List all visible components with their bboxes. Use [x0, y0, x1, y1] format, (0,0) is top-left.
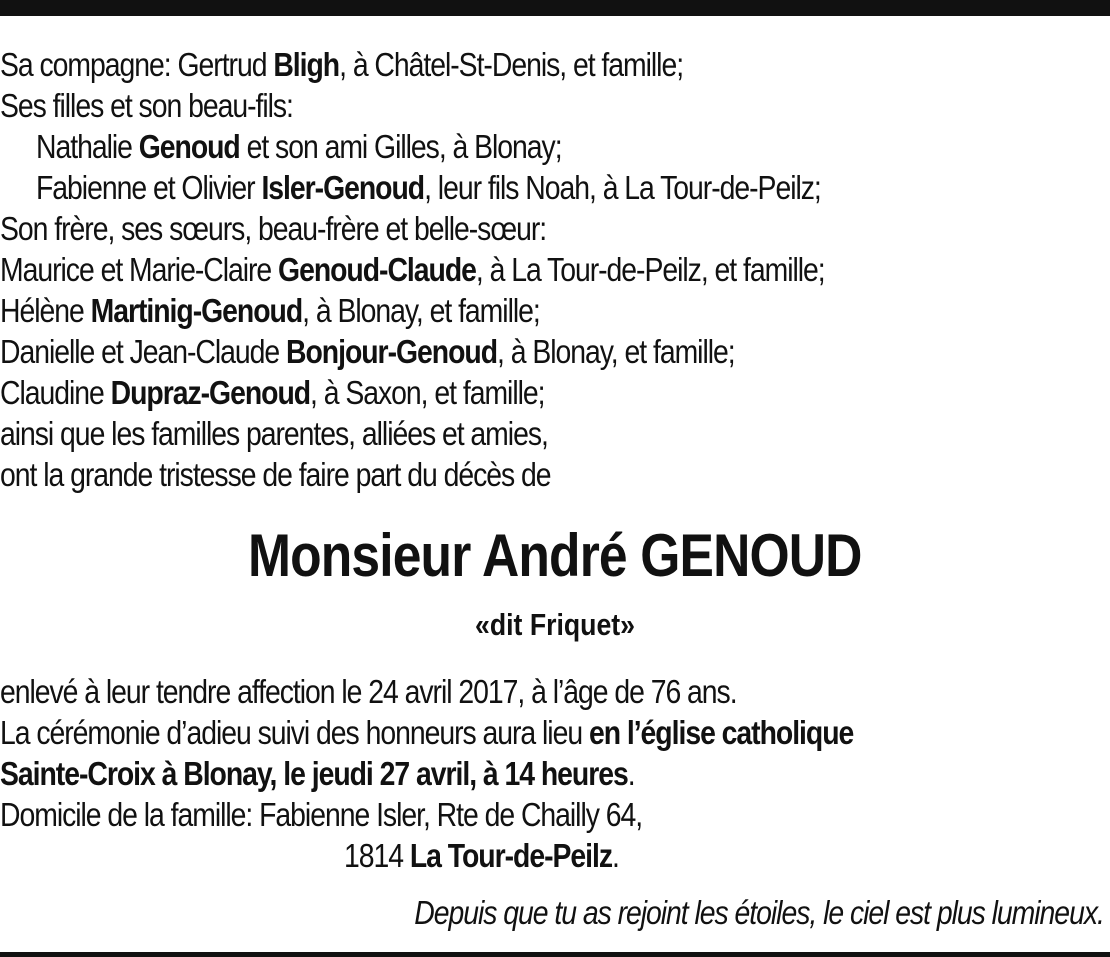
family-line-relatives: ainsi que les familles parentes, alliées et amies, [0, 415, 548, 452]
family-line-danielle: Danielle et Jean-Claude Bonjour-Genoud, à Blonay, et famille; [0, 333, 735, 370]
family-line-nathalie: Nathalie Genoud et son ami Gilles, à Blonay; [36, 128, 562, 165]
deceased-nickname: «dit Friquet» [475, 607, 635, 642]
family-line-daughters-heading: Ses filles et son beau-fils: [0, 87, 293, 124]
family-line-claudine: Claudine Dupraz-Genoud, à Saxon, et famille; [0, 374, 545, 411]
top-rule [0, 0, 1110, 16]
details-line-ceremony: La cérémonie d’adieu suivi des honneurs aura lieu en l’église catholique [0, 714, 854, 751]
family-line-fabienne: Fabienne et Olivier Isler-Genoud, leur fils Noah, à La Tour-de-Peilz; [36, 169, 821, 206]
family-line-siblings-heading: Son frère, ses sœurs, beau-frère et belle-sœur: [0, 210, 547, 247]
details-line-domicile-city: 1814 La Tour-de-Peilz. [344, 837, 619, 874]
family-line-helene: Hélène Martinig-Genoud, à Blonay, et famille; [0, 292, 540, 329]
family-line-maurice: Maurice et Marie-Claire Genoud-Claude, à La Tour-de-Peilz, et famille; [0, 251, 825, 288]
details-line-death: enlevé à leur tendre affection le 24 avril 2017, à l’âge de 76 ans. [0, 673, 737, 710]
bottom-rule [0, 952, 1110, 957]
closing-motto: Depuis que tu as rejoint les étoiles, le ciel est plus lumineux. [414, 894, 1104, 931]
family-line-announcement: ont la grande tristesse de faire part du décès de [0, 456, 551, 493]
family-line-partner: Sa compagne: Gertrud Bligh, à Châtel-St-Denis, et famille; [0, 46, 684, 83]
details-line-domicile: Domicile de la famille: Fabienne Isler, Rte de Chailly 64, [0, 796, 643, 833]
deceased-name: Monsieur André GENOUD [248, 522, 862, 589]
details-line-ceremony-place: Sainte-Croix à Blonay, le jeudi 27 avril, à 14 heures. [0, 755, 635, 792]
